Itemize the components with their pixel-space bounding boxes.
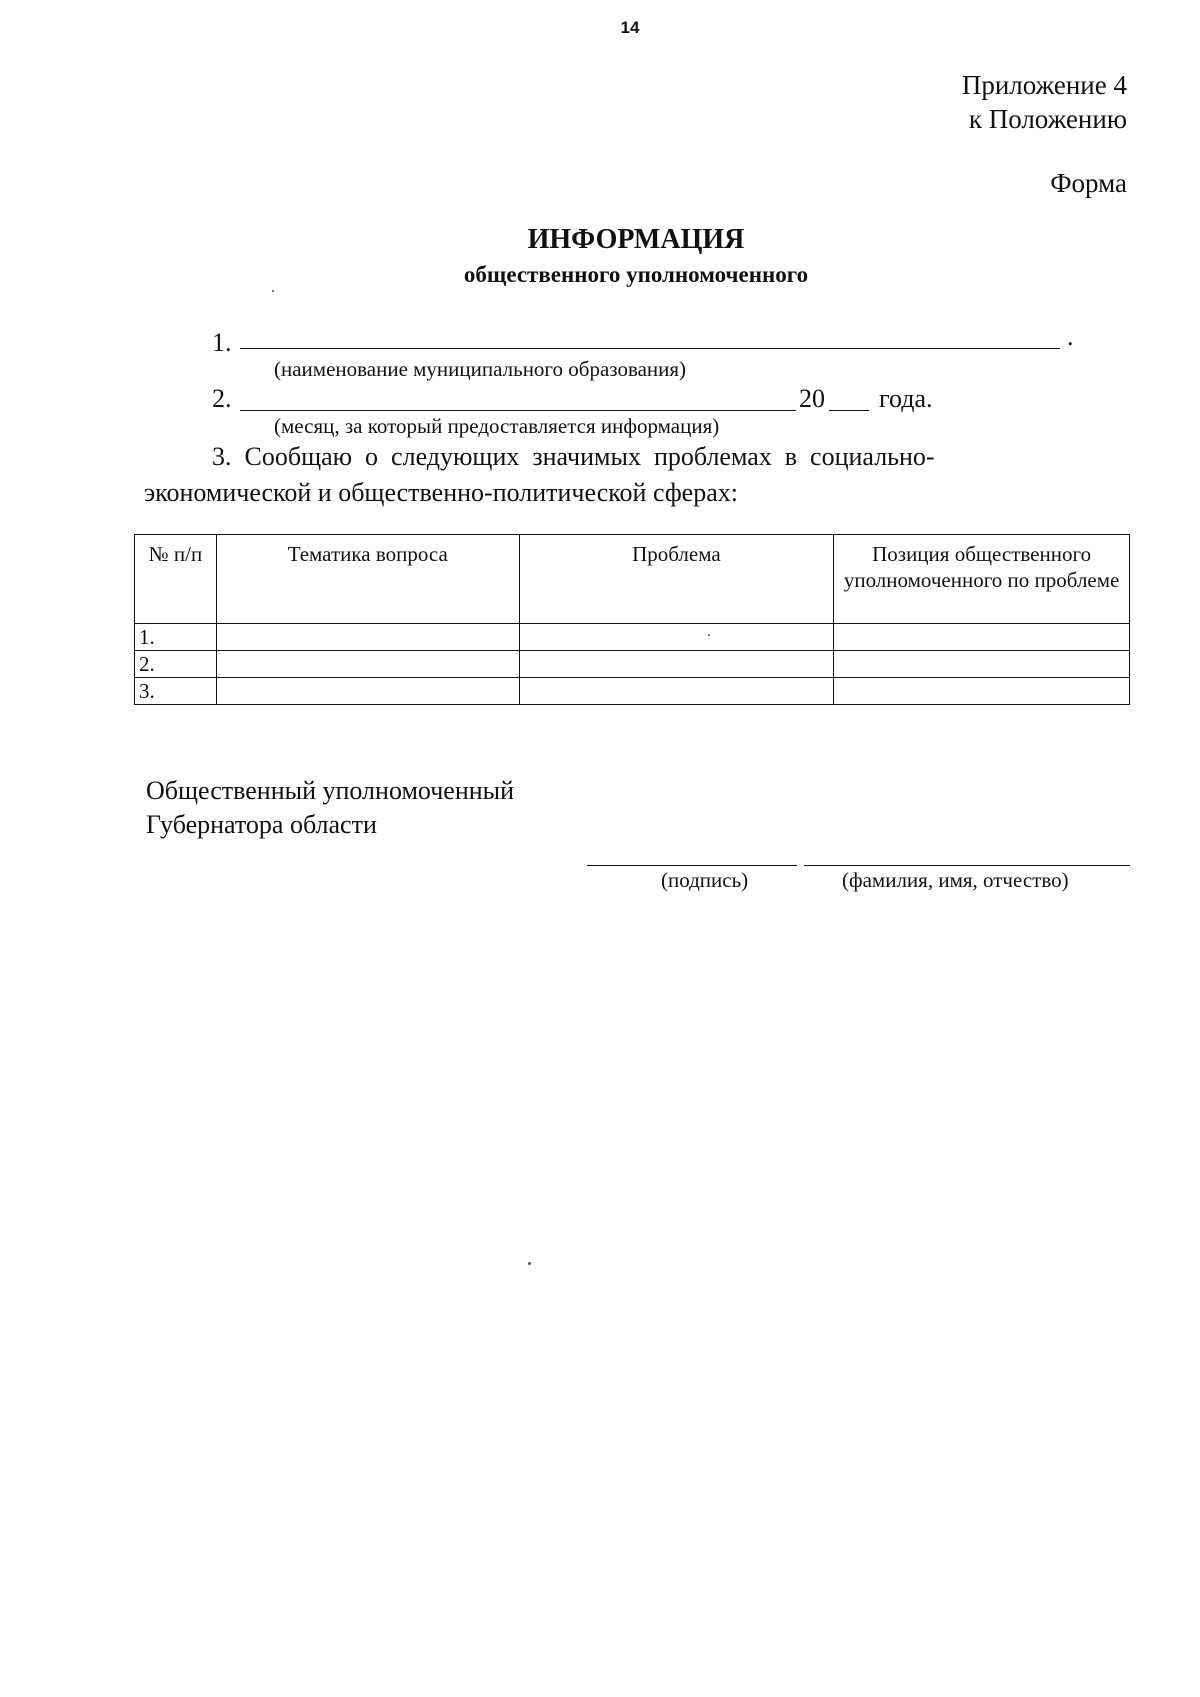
signature-blank-line[interactable] [587, 865, 797, 866]
table-cell[interactable] [834, 678, 1130, 705]
table-cell[interactable] [216, 651, 519, 678]
item-1-blank-line[interactable] [240, 348, 1060, 349]
document-title: ИНФОРМАЦИЯ [527, 224, 745, 255]
item-3-line-2: экономической и общественно-политической сферах: [144, 478, 738, 507]
full-name-caption: (фамилия, имя, отчество) [842, 868, 1069, 892]
table-header-row [135, 535, 1130, 624]
row-number: 3. [135, 678, 217, 705]
page-number: 14 [620, 18, 640, 37]
signatory-role-line-1: Общественный уполномоченный [146, 776, 515, 805]
item-3-line-1: 3. Сообщаю о следующих значимых проблемах в социально- [212, 442, 935, 471]
item-1-end-mark: . [1067, 322, 1074, 351]
table-cell[interactable] [834, 624, 1130, 651]
scan-speck [528, 1262, 531, 1265]
document-subtitle: общественного уполномоченного [463, 262, 809, 287]
row-number: 1. [135, 624, 217, 651]
item-1-caption: (наименование муниципального образования) [274, 357, 687, 381]
column-header-topic: Тематика вопроса [216, 535, 519, 624]
column-header-number: № п/п [135, 535, 217, 624]
row-number: 2. [135, 651, 217, 678]
scan-speck [708, 634, 710, 636]
item-2-year-prefix: 20 [799, 384, 825, 413]
table-cell[interactable] [519, 651, 834, 678]
table-row [135, 678, 1130, 705]
problems-table [134, 534, 1130, 705]
item-2-year-suffix: года. [879, 384, 933, 413]
table-cell[interactable] [216, 678, 519, 705]
signature-caption: (подпись) [661, 868, 749, 892]
item-2-number: 2. [212, 384, 232, 413]
table-cell[interactable] [834, 651, 1130, 678]
signatory-role-line-2: Губернатора области [146, 810, 377, 839]
form-label: Форма [1050, 168, 1127, 198]
column-header-position: Позиция общественного уполномоченного по проблеме [834, 535, 1130, 624]
appendix-label: Приложение 4 [961, 70, 1127, 100]
table-row [135, 624, 1130, 651]
item-2-caption: (месяц, за который предоставляется информация) [274, 414, 720, 438]
regulation-reference: к Положению [968, 104, 1127, 134]
column-header-problem: Проблема [519, 535, 834, 624]
scan-speck [272, 290, 274, 292]
full-name-blank-line[interactable] [804, 865, 1130, 866]
table-cell[interactable] [519, 678, 834, 705]
item-2-year-blank-line[interactable] [829, 410, 869, 411]
table-cell[interactable] [216, 624, 519, 651]
item-2-month-blank-line[interactable] [240, 410, 796, 411]
table-cell[interactable] [519, 624, 834, 651]
item-1-number: 1. [212, 328, 232, 357]
table-row [135, 651, 1130, 678]
